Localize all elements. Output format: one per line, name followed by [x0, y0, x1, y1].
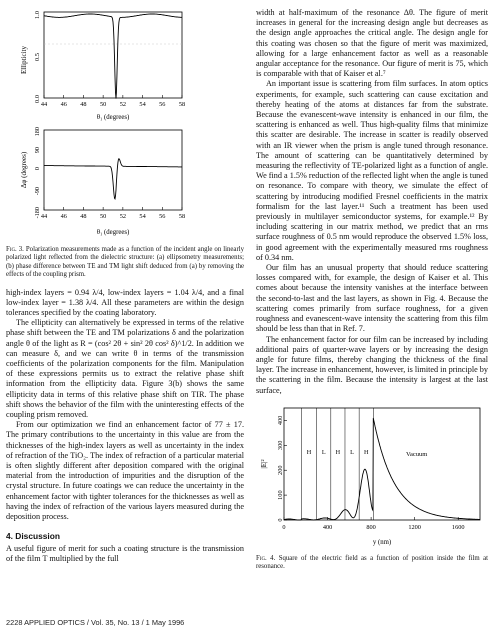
fig4-yticklabel-4: 400	[277, 415, 284, 425]
fig3-panel-b	[20, 127, 185, 236]
panel-a-xlabel: θ₁ (degrees)	[96, 114, 130, 121]
panel-a-ylabel: Ellipticity	[20, 46, 28, 74]
panel-a-x-ticklabel-1: 46	[60, 101, 67, 108]
panel-b-x-ticklabel-3: 50	[99, 213, 107, 220]
figure-3	[6, 8, 244, 244]
panel-a-x-ticklabel-6: 56	[159, 101, 166, 108]
left-paragraph-2: The ellipticity can alternatively be expressed in terms of the relative phase shift between the TE and TM polarizations δ and the polarization angle θ of the light as R = (cos² 2θ + sin² 2θ cos² δ)^1/2. In addition we can measure δ, and we can write θ in terms of the transmission coefficients of the polarization components for the film. Manipulation of these expressions permits us to extract the relative phase shift information from the ellipticity data. Figure 3(b) shows the same ellipticity data in terms of this relative phase shift on TIR. The phase shift shows the behavior of the film with the uninteresting effects of the coupling prism removed.	[6, 318, 244, 420]
left-column	[6, 8, 244, 564]
right-paragraph-1: width at half-maximum of the resonance Δθ. The figure of merit increases in general for the increasing design angle but decreases as the design angle approaches the critical angle. The design angle for this coating was chosen so that the figure of merit was maximized, allowing for a large enhancement factor as well as a reasonable angular acceptance for the resonance. Our figure of merit is 75, which is comparable with that of Kaiser et al.⁷	[256, 8, 488, 79]
panel-b-ytick-2: 0	[34, 167, 41, 171]
panel-b-x-ticklabel-2: 48	[80, 213, 87, 220]
fig4-yticklabel-2: 200	[277, 465, 284, 475]
fig4-xticklabel-0: 0	[282, 523, 286, 531]
fig4-vacuum-label: Vacuum	[406, 450, 428, 458]
right-paragraph-3: Our film has an unusual property that should reduce scattering losses compared with, for example, the design of Kaiser et al. This comes about because the intensity vanishes at the interface between the second-to-last and the last layers, as shown in Fig. 4. Because the scattering comes primarily from surface roughness, for a given roughness and evanescent-wave intensity the scattering from this film should be less than that in Ref. 7.	[256, 263, 488, 334]
panel-b-curve	[44, 159, 182, 199]
fig4-yticks	[277, 415, 287, 521]
right-paragraph-2: An important issue is scattering from film surfaces. In atom optics experiments, for example, such scattering can cause excitation and thereby heating of the atoms at distances far from the substrate. Because the evanescent-wave intensity is enhanced in our film, the scattering is enhanced as well. Thus high-quality films that minimize this scatter are desirable. The increase in scatter is readily observed with an IR viewer when the prism is angle tuned through resonance. The amount of scattering can be quantitatively determined by measuring the reflectivity of TE-polarized light as a function of angle. We find a 1.5% reduction of the reflected light when the angle is tuned on resonance. To compare with theory, we simulate the effect of scattering by introducing modified Fresnel coefficients in the matrix formalism for the last layer.¹¹ Such a treatment has been used previously in multilayer semiconductor systems, for example.¹² By including scattering in our matrix method, we predict that an rms surface roughness of 0.5 nm would reproduce the observed 1.5% loss, in good agreement with the experimentally measured rms roughness of 0.34 nm.	[256, 79, 488, 262]
figure-4-caption-label: Fig. 4.	[256, 554, 276, 562]
panel-a-x-ticklabel-3: 50	[99, 101, 107, 108]
fig4-layer-label-2: H	[335, 448, 341, 456]
right-column	[256, 8, 488, 574]
fig4-xticklabel-4: 1600	[451, 523, 465, 531]
panel-a-x-ticklabel-4: 52	[119, 101, 127, 108]
fig4-layer-labels	[307, 449, 369, 456]
figure-4-plot	[256, 402, 488, 550]
panel-a-x-ticklabel-2: 48	[80, 101, 87, 108]
panel-a-x-ticklabel-5: 54	[139, 101, 146, 108]
panel-b-ytick-4: 180	[34, 127, 41, 137]
panel-a-xticks	[41, 95, 185, 108]
page-footer: 2228 APPLIED OPTICS / Vol. 35, No. 13 / 1 May 1996	[6, 618, 185, 627]
panel-b-xlabel: θ₁ (degrees)	[96, 229, 130, 236]
fig4-curve	[284, 418, 480, 520]
fig4-yticklabel-3: 300	[277, 440, 284, 450]
fig4-layer-label-3: L	[350, 448, 354, 456]
panel-b-frame	[44, 130, 182, 210]
figure-4	[256, 402, 488, 574]
fig4-xlabel: y (nm)	[372, 538, 392, 546]
panel-a-x-ticklabel-7: 58	[178, 101, 186, 108]
figure-3-plots	[6, 8, 244, 244]
fig4-xticklabel-2: 800	[366, 523, 376, 531]
panel-b-x-ticklabel-4: 52	[119, 213, 127, 220]
panel-b-ytick-1: -90	[34, 187, 41, 196]
left-paragraph-3: From our optimization we find an enhancement factor of 77 ± 17. The primary contributions to the uncertainty in this value are from the thicknesses of the high-index layers as well as uncertainty in the index of refraction of the TiO₂. The index of refraction of a particular material is often slightly different after deposition compared with the original material from the introduction of impurities and the disruption of the crystal structure. In future coatings we can reduce the uncertainty in the enhancement factor with tighter tolerances for the thicknesses as well as having the index of refraction of the various layers measured during the deposition process.	[6, 420, 244, 522]
panel-a-ytick-1: 0.5	[34, 53, 41, 62]
fig3-panel-a	[20, 11, 185, 121]
section-heading-discussion: 4. Discussion	[6, 531, 60, 542]
figure-3-caption-text: Polarization measurements made as a function of the incident angle on linearly polarized light reflected from the dielectric structure: (a) ellipsometry measurements; (b) phase difference between TE and TM light shift deduced from (a) by removing the effects of the coupling prism.	[6, 246, 244, 279]
fig4-yticklabel-0: 0	[277, 518, 284, 522]
panel-b-x-ticklabel-0: 44	[40, 213, 48, 220]
panel-a-x-ticklabel-0: 44	[40, 101, 48, 108]
panel-b-ytick-3: 90	[34, 147, 41, 154]
panel-b-x-ticklabel-7: 58	[178, 213, 186, 220]
panel-b-ylabel: Δφ (degrees)	[20, 151, 28, 189]
figure-4-caption-text: Square of the electric field as a function of position inside the film at resonance.	[256, 554, 488, 571]
left-paragraph-4: A useful figure of merit for such a coating structure is the transmission of the film T multiplied by the full	[6, 543, 244, 563]
panel-a-ytick-0: 0.0	[34, 95, 41, 104]
left-paragraph-1: high-index layers = 0.94 λ/4, low-index layers = 1.04 λ/4, and a final low-index layer = 1.38 λ/4. All these parameters are within the design tolerances specified by the coating laboratory.	[6, 287, 244, 318]
fig4-layer-label-0: H	[306, 448, 312, 456]
figure-3-caption	[6, 246, 244, 280]
fig4-xticklabel-3: 1200	[408, 523, 421, 531]
fig4-ylabel: |E|²	[260, 459, 268, 469]
fig4-yticklabel-1: 100	[277, 490, 284, 500]
panel-a-ytick-2: 1.0	[34, 11, 41, 20]
panel-a-curve	[44, 14, 182, 99]
fig4-layer-boundaries	[301, 408, 373, 520]
figure-4-caption	[256, 555, 488, 572]
fig4-layer-label-1: L	[321, 448, 326, 456]
right-paragraph-4: The enhancement factor for our film can be increased by including additional pairs of quarter-wave layers or by increasing the design angle for future films, thereby changing the thickness of the final layer. The increase in enhancement, however, is limited in principle by the scattering in the film. Because the intensity is largest at the last surface,	[256, 334, 488, 395]
figure-3-caption-label: Fig. 3.	[6, 246, 24, 253]
panel-b-xticks	[41, 207, 185, 220]
fig4-frame	[284, 408, 480, 520]
panel-b-x-ticklabel-6: 56	[159, 213, 166, 220]
panel-b-x-ticklabel-1: 46	[60, 213, 67, 220]
fig4-layer-label-4: H	[363, 448, 369, 456]
panel-b-x-ticklabel-5: 54	[139, 213, 146, 220]
panel-b-ytick-0: -180	[34, 207, 41, 219]
fig4-xticklabel-1: 400	[322, 523, 333, 531]
